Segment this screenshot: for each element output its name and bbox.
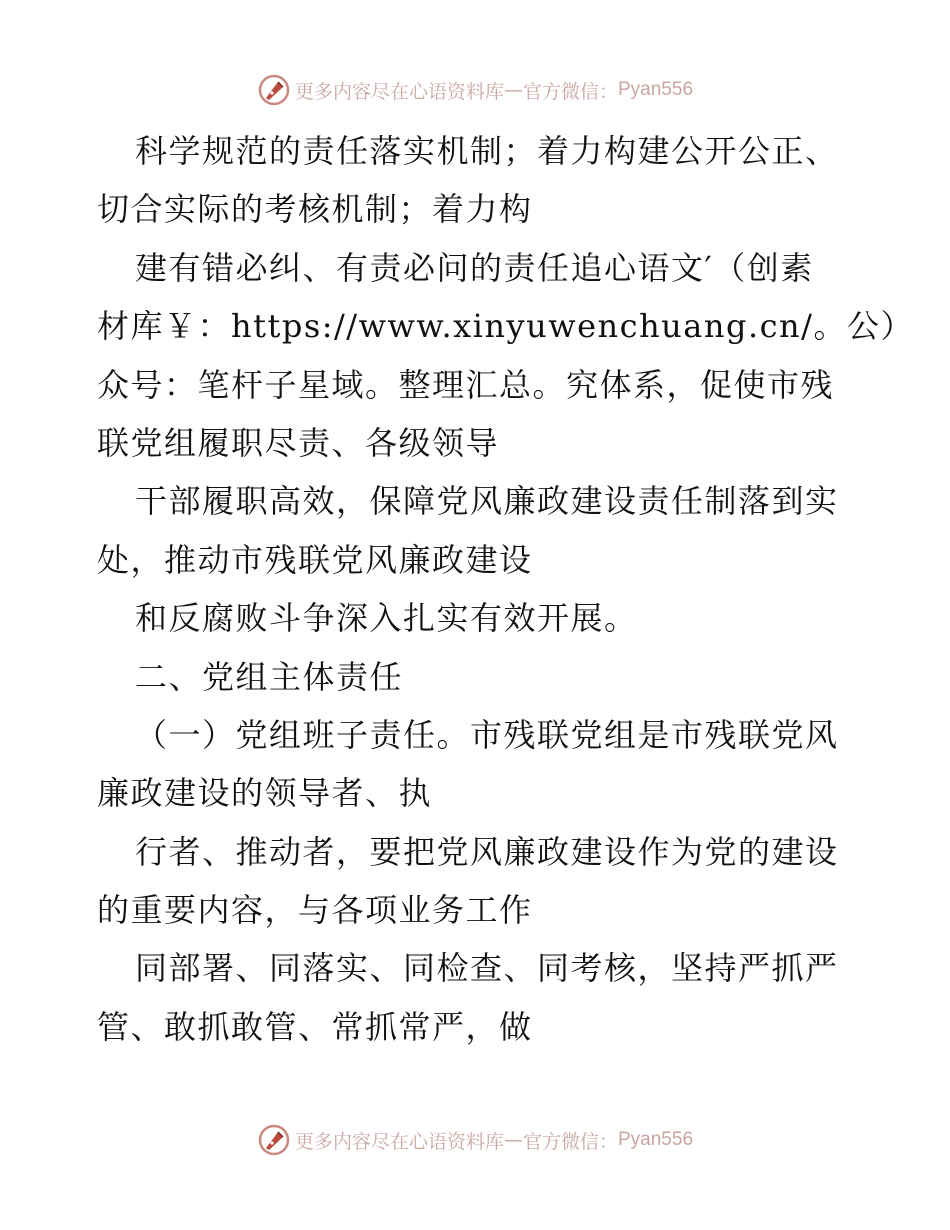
section-heading: 二、党组主体责任 [135,657,404,696]
pen-nib-logo-icon [257,1123,291,1157]
text-line: 处，推动市残联党风廉政建设 [97,540,533,579]
watermark-dash: — [503,1129,523,1151]
text-line: 材库￥：https://www.xinyuwenchuang.cn/。公） [97,307,914,346]
text-line: 联党组履职尽责、各级领导 [97,423,500,462]
text-line: （一）党组班子责任。市残联党组是市残联党风 [135,715,839,754]
text-line: 科学规范的责任落实机制；着力构建公开公正、 [135,132,839,170]
text-line: 建有错必纠、有责必问的责任追心语文′（创素 [135,248,814,287]
text-line: 干部履职高效，保障党风廉政建设责任制落到实 [135,482,839,521]
text-line: 切合实际的考核机制；着力构 [97,190,533,229]
text-line: 管、敢抓敢管、常抓常严，做 [97,1007,533,1046]
text-line: 同部署、同落实、同检查、同考核，坚持严抓严 [135,949,839,988]
watermark-main-text: 更多内容尽在心语资料库 [294,1130,504,1153]
text-line: 行者、推动者，要把党风廉政建设作为党的建设 [135,832,839,871]
watermark-dash: — [503,79,523,101]
text-line: 的重要内容，与各项业务工作 [97,891,533,930]
document-body [97,122,914,1056]
watermark-wechat-id: Pyan556 [618,1129,694,1150]
text-line: 和反腐败斗争深入扎实有效开展。 [135,599,638,638]
header-watermark [0,70,950,110]
watermark-wechat-label: 官方微信： [522,80,618,103]
watermark-wechat-id: Pyan556 [618,79,694,100]
footer-watermark [0,1120,950,1160]
text-line: 廉政建设的领导者、执 [97,774,433,813]
watermark-wechat-label: 官方微信： [522,1130,618,1153]
text-line: 众号：笔杆子星域。整理汇总。究体系，促使市残 [97,365,835,404]
watermark-main-text: 更多内容尽在心语资料库 [294,80,504,103]
pen-nib-logo-icon [257,73,291,107]
